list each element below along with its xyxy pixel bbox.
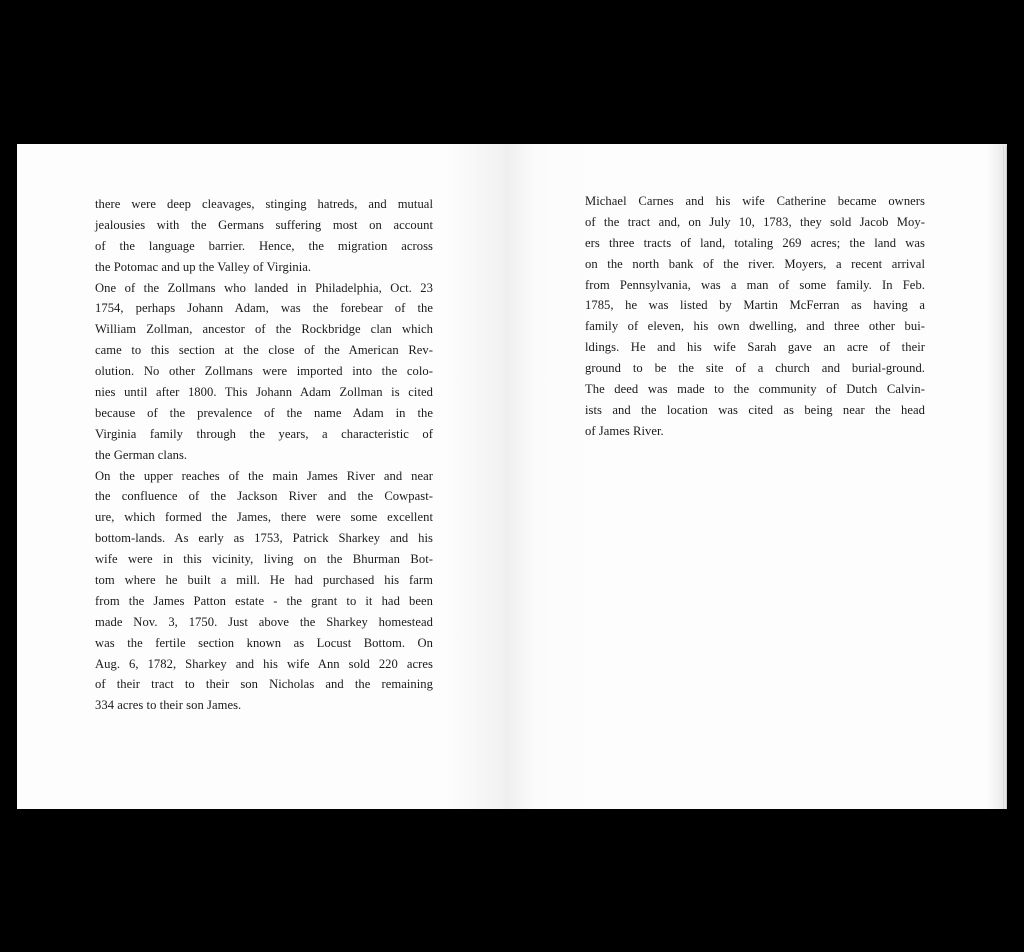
book-spread [17,144,1007,809]
text-line: the German clans. [95,447,188,462]
text-line: olution. No other Zollmans were imported into the colo- [95,364,433,379]
right-page-text [585,191,925,442]
left-page [17,144,505,809]
text-line: came to this section at the close of the American Rev- [95,343,433,358]
page-edge [1003,146,1007,809]
text-line: On the upper reaches of the main James River and near [95,468,433,483]
text-line: of James River. [585,423,664,438]
right-page [505,144,1007,809]
text-line: 1785, he was listed by Martin McFerran as having a [585,298,925,313]
text-line: from Pennsylvania, was a man of some family. In Feb. [585,277,925,292]
text-line: made Nov. 3, 1750. Just above the Sharkey homestead [95,614,433,629]
text-line: 1754, perhaps Johann Adam, was the forebear of the [95,301,433,316]
text-line: Aug. 6, 1782, Sharkey and his wife Ann sold 220 acres [95,656,433,671]
text-line: because of the prevalence of the name Adam in the [95,405,433,420]
text-line: ground to be the site of a church and burial-ground. [585,361,925,376]
text-line: William Zollman, ancestor of the Rockbridge clan which [95,322,433,337]
text-line: One of the Zollmans who landed in Philadelphia, Oct. 23 [95,280,433,295]
text-line: there were deep cleavages, stinging hatreds, and mutual [95,197,433,211]
left-page-text [95,194,433,716]
text-line: ure, which formed the James, there were some excellent [95,510,433,525]
text-line: of the language barrier. Hence, the migration across [95,238,433,253]
text-line: ists and the location was cited as being near the head [585,402,925,417]
text-line: was the fertile section known as Locust Bottom. On [95,635,433,650]
text-line: Virginia family through the years, a characteristic of [95,426,433,441]
text-line: bottom-lands. As early as 1753, Patrick Sharkey and his [95,531,433,546]
text-line: ers three tracts of land, totaling 269 acres; the land was [585,235,925,250]
text-line: family of eleven, his own dwelling, and three other bui- [585,319,925,334]
text-line: the confluence of the Jackson River and the Cowpast- [95,489,433,504]
text-line: the Potomac and up the Valley of Virginia. [95,259,312,274]
text-line: The deed was made to the community of Dutch Calvin- [585,382,925,397]
text-line: 334 acres to their son James. [95,698,242,713]
text-line: tom where he built a mill. He had purchased his farm [95,573,433,588]
text-line: Michael Carnes and his wife Catherine became owners [585,194,925,208]
text-line: of their tract to their son Nicholas and the remaining [95,677,433,692]
text-line: of the tract and, on July 10, 1783, they sold Jacob Moy- [585,214,925,229]
text-line: wife were in this vicinity, living on the Bhurman Bot- [95,552,433,567]
text-line: on the north bank of the river. Moyers, a recent arrival [585,256,925,271]
text-line: ldings. He and his wife Sarah gave an acre of their [585,340,925,355]
text-line: from the James Patton estate - the grant to it had been [95,593,433,608]
text-line: nies until after 1800. This Johann Adam Zollman is cited [95,385,433,400]
text-line: jealousies with the Germans suffering most on account [95,217,433,232]
